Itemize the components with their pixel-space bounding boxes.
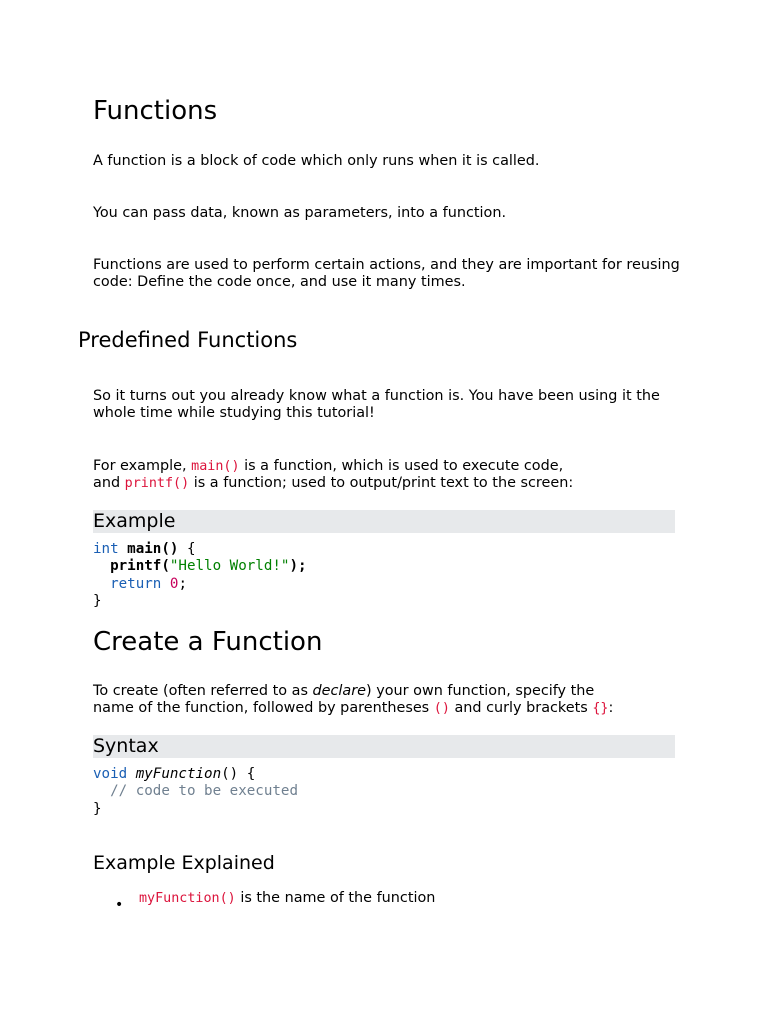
text-span: is a function, which is used to execute code, — [239, 458, 564, 474]
code-number: 0 — [169, 575, 179, 592]
section-heading-explained: Example Explained — [93, 852, 275, 874]
inline-code-curly-brackets: {} — [592, 701, 609, 716]
text-span: is a function; used to output/print text to the screen: — [189, 475, 574, 491]
explained-list-item-1 — [139, 890, 729, 907]
code-text: { — [178, 541, 196, 557]
text-span: is the name of the function — [235, 890, 436, 906]
code-keyword: return — [110, 575, 162, 592]
predefined-paragraph-1: So it turns out you already know what a function is. You have been using it the whole time while studying this tutorial! — [93, 388, 660, 421]
emphasis-declare: declare — [312, 683, 367, 699]
code-indent — [93, 558, 110, 574]
text-span: ) your own function, specify the — [366, 683, 595, 699]
code-space — [161, 576, 170, 592]
inline-code-parentheses: () — [433, 701, 450, 716]
example-box-header — [93, 510, 675, 533]
intro-paragraph-3: Functions are used to perform certain actions, and they are important for reusing code: Define the code once, and use it many times. — [93, 257, 680, 290]
syntax-code-block — [93, 766, 298, 818]
code-function-name: myFunction — [135, 766, 222, 782]
code-string: "Hello World!" — [169, 558, 290, 575]
bullet-marker: • — [115, 897, 124, 913]
page-title: Functions — [93, 96, 218, 126]
code-function-call: printf( — [110, 558, 170, 575]
intro-paragraph-2: You can pass data, known as parameters, into a function. — [93, 205, 507, 221]
inline-code-myfunction: myFunction() — [139, 891, 236, 906]
text-span: and — [93, 475, 125, 491]
create-paragraph — [93, 683, 683, 717]
text-span: and curly brackets — [449, 700, 593, 716]
intro-paragraph-1: A function is a block of code which only runs when it is called. — [93, 153, 540, 169]
example-box-title: Example — [93, 510, 176, 532]
syntax-box-header — [93, 735, 675, 758]
code-text: () { — [221, 766, 256, 782]
code-keyword: void — [93, 766, 128, 782]
predefined-paragraph-2 — [93, 458, 683, 492]
text-span: To create (often referred to as — [93, 683, 313, 699]
inline-code-printf: printf() — [124, 476, 190, 491]
code-text: ; — [178, 575, 187, 592]
code-indent — [93, 783, 110, 799]
code-text: } — [93, 592, 102, 609]
text-span: For example, — [93, 458, 192, 474]
section-heading-predefined: Predefined Functions — [78, 328, 298, 352]
inline-code-main: main() — [191, 459, 240, 474]
code-comment: // code to be executed — [110, 783, 299, 800]
section-heading-create: Create a Function — [93, 627, 323, 657]
code-function-name: main() — [118, 541, 179, 557]
code-space — [127, 766, 136, 782]
text-span: : — [608, 700, 614, 716]
example-code-block — [93, 541, 307, 610]
text-span: name of the function, followed by parentheses — [93, 700, 434, 716]
code-indent — [93, 576, 110, 592]
syntax-box-title: Syntax — [93, 735, 159, 757]
code-text: ); — [289, 558, 307, 575]
code-keyword: int — [93, 541, 119, 557]
code-text: } — [93, 800, 102, 817]
